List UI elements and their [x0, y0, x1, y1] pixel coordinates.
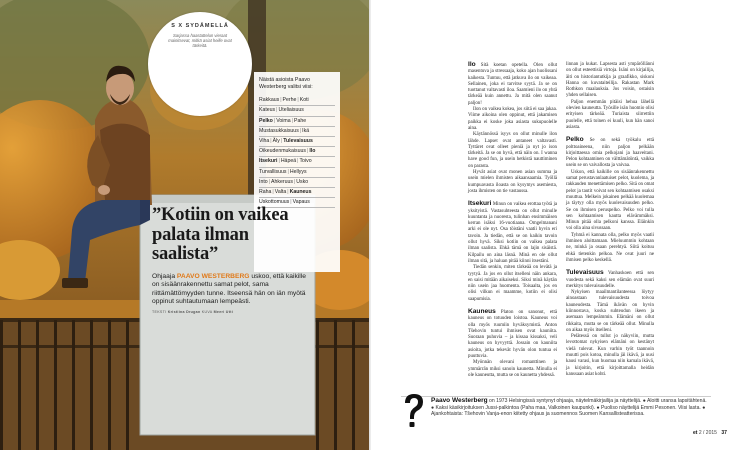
value-word: Uskottomuus: [259, 199, 290, 206]
value-word: Voima: [276, 117, 291, 124]
paragraph-text: Paljon enemmän pitäisi hehua lähellä olevien kauneutta. Työsille isän huomio olisi erityisen tärkeää. Turiaista siirrettiin puolelle, että toinen ei kuuli, kun hän sanoi asiasta.: [566, 99, 654, 130]
value-word: Valta: [274, 189, 287, 196]
paragraph-text: Käytännössä isyys on ollut minulle ilon lähde. Lapset ovat antaneet valtavasti. Tyttäret ovat olleet pieniä ja nyt jo ison tärkeitä. Ja se on hyvä, että näin on. I wanna have good fun, ja usein hetkistä nauttiminen on parasta.: [468, 132, 557, 169]
paragraph-text: Nykyisen maailmantilanteessa löytyy ainoastaan tulevaisuudesta toivoa kauneudesta. Tämä ikävän on hyvin kiinnostava, koska suhteudun ikeen ja asemaan lempeämmin. Elämäni on ollut rikkaita, mutta se on tärkeää ollut. Minulla on aikaa myös itselleni.: [566, 290, 654, 333]
series-label: S X SYDÄMELLÄ: [171, 23, 229, 29]
lead-person-name: PAAVO WESTERBERG: [176, 272, 250, 280]
value-word: Koti: [299, 97, 309, 104]
value-word: Viha: [259, 138, 270, 144]
body-paragraph: [566, 170, 654, 233]
credit-photo-name: Meeri Utti: [213, 309, 233, 314]
paragraph-text: Platon on sanonut, että kauneus on totuuden loistoa. Kauneus voi olla myös ruumiin hyväksymistä. Anton Tšehovin tuntui ihmisen ovat kauniita. Suoraan puhuvia – ja kissaa kissaksi, veli kauneus on hyvyyttä. Jossain on kauniita asioita, jotka tekevät hyvän olon tuntua ei puuttuvia.: [468, 309, 557, 360]
word-separator: |: [307, 148, 309, 155]
headline-box: [152, 206, 307, 406]
article-credit: [152, 310, 307, 314]
paragraph-text: Ilon on vaikea kokea, jos siitä ei saa jakaa. Viime aikoina olen oppinut, että jakamisen paikka ei koske joka asiasta sukupuolelle aina.: [468, 107, 557, 131]
section-paragraph: [468, 309, 557, 360]
value-word: Pahe: [293, 117, 307, 124]
section-keyword: Ilo: [468, 61, 476, 68]
body-paragraph: [566, 62, 654, 100]
issue-number: 2 / 2015: [698, 430, 717, 436]
lead-after: uskoo, että kaikille on sisäänrakennettu samat pelot, sama riittämättömyyden tunne. Itseensä hän on iän myötä oppinut suhtautumaan lempeästi.: [152, 272, 307, 305]
value-word: Usko: [296, 178, 309, 185]
word-list-row: [259, 127, 335, 137]
sidebar-intro: Näistä asioista Paavo Westerberg valitsi viisi:: [259, 77, 313, 90]
article-column-2: [566, 62, 654, 378]
paragraph-text: linnan ja kukat. Lapsesta asti ympäröllänni on ollut esteettisiä virtoja. Isäni on kirjailija, äiti on historiantutkija ja graafikko, siskoni Hanna on kuvataiteilija. Rakastan Mark Rothkon maalauksia. Jos voisin, ostaisin yhden sellaisen.: [566, 62, 654, 99]
word-separator: |: [299, 127, 302, 134]
values-word-list: [259, 96, 335, 208]
word-list-row: [259, 96, 335, 106]
selected-value-word: Kauneus: [289, 189, 312, 196]
selected-value-word: Ilo: [309, 148, 316, 155]
word-separator: |: [278, 158, 280, 165]
series-subtitle: Sarjassa haastattelun vieraat mainitsevat, mitkä asiat heille ovat tärkeitä.: [168, 33, 232, 49]
word-separator: |: [293, 178, 296, 185]
body-paragraph: [468, 132, 557, 170]
paragraph-text: Uskon, että kaikille on sisäänrakennettu samat perustavanlaatuiset pelot, kuolema, ja rakkauden menettämisen pelko. Sitä on omat pelot ja tautit voivat sen kohtaamisen osaksi muuttua. Melkein jokainen pelkää kuolemaa ja täytyy olla myös kuolevaisuuden pelko. Se on ihmisen peruspelko. Pelko voi tulla sen kohtaamisen kautta elävämmäksi. Minun pitää olla pelkoni kanssa. Eläinkin voi olla aina sivussaan.: [566, 169, 655, 232]
word-separator: |: [280, 97, 282, 104]
article-column-1: [468, 62, 557, 379]
article-headline: ”Kotiin on vaikea palata ilman saalista”: [152, 205, 289, 264]
word-separator: |: [287, 168, 289, 175]
word-separator: |: [290, 199, 292, 206]
body-paragraph: [566, 233, 654, 264]
word-list-row: [259, 188, 335, 198]
article-lead: [152, 273, 307, 307]
value-word: Raha: [259, 189, 272, 196]
paragraph-text: Vanhaskoen että sen vuodesta sekä kaksi sen elämän ovat suuri merkitys tulevaisuudelle.: [566, 271, 654, 289]
value-word: Mustasukkaisuus: [259, 127, 299, 134]
word-separator: |: [270, 138, 272, 144]
section-keyword: Pelko: [566, 136, 584, 144]
word-separator: |: [287, 189, 289, 196]
body-paragraph: [566, 290, 654, 334]
body-paragraph: [468, 107, 557, 132]
value-word: Turvallisuus: [259, 168, 287, 175]
paragraph-text: Tyhmä ei kannata olla, pelko myös vaatii ihminen aloittamaan. Mieluummin kohtaan ne, minkä ja osaan perehtyä. Siitä koituu ehkä tietenkin pelkoa. Ne ovat juuri ne ihmisen pelko keskellä.: [566, 232, 654, 263]
selected-value-word: Itsekuri: [259, 158, 278, 165]
paragraph-text: Sitä koetan opetella. Olen ollut masentuva ja stressaaja, koko ajan huolissani kaikesta. Tuntuu, että jatkuva ilo on vaikeaa. Sellainen, joka ei tarvitse syytä. Ja se on tuottanut valtavasti iloa. Saamieni ilo on yhtä tärkeää kuin annettu. Ja mitä olen saanut paljon!: [468, 63, 557, 106]
paragraph-text: Tiedän senkin, miten tärkeää on levätä ja tyytyä. Ja jos en ollut itselleni näin ankara, en saisi mitään aikaiseksi. Siksi minä käytän niin usein jaa huomenta. Toisaalta, jos en olisi vilkun ei maamme, kotiin ei olisi saapumisia.: [468, 265, 557, 302]
bio-text: [431, 398, 711, 418]
value-word: Häpeä: [280, 158, 297, 165]
word-list-row: [259, 117, 335, 127]
word-separator: |: [272, 189, 274, 196]
page-number: 37: [721, 430, 727, 436]
section-paragraph: [468, 201, 557, 265]
credit-photo-label: KUVA: [201, 309, 213, 314]
word-separator: |: [268, 178, 271, 185]
word-separator: |: [297, 158, 299, 165]
section-keyword: Tulevaisuus: [566, 269, 604, 277]
right-page: [371, 0, 738, 450]
paragraph-text: Myönnän olevani romanttinen ja ymmärrän miksi sanoin kaunetta. Minulla ei ole kauneutta, mutta se on kaunetta yhdessä.: [468, 360, 557, 378]
section-keyword: Itsekuri: [468, 200, 492, 208]
word-separator: |: [291, 117, 293, 124]
paragraph-text: Hyvät asiat ovat monen asian summa ja usein mielen ihmisten aikaansaamia. Työllä kumpuavasta iloasta on kysymys asemiesta, josta ihmisten on tie vastaussa.: [468, 170, 557, 194]
lead-before: Ohjaaja: [152, 272, 177, 280]
bio-name: Paavo Westerberg: [431, 397, 488, 404]
question-mark-icon: [401, 392, 427, 430]
bio-box: [401, 398, 711, 434]
selected-value-word: Tulevaisuus: [283, 138, 313, 144]
value-word: Toivo: [299, 158, 312, 165]
value-word: Ahkeruus: [271, 178, 293, 185]
word-list-row: [259, 147, 335, 157]
paragraph-text: Se on sekä työkalu että polttoaineena, niin paljon pelkään kirjoittaessa omia pelkojani ja haaveitani. Pelon kohtaaminen on välttämätöntä, vaikka usein se on vaivallosta ja vaivaa.: [566, 138, 654, 169]
series-badge: [148, 12, 252, 116]
value-word: Ikä: [302, 127, 310, 134]
section-paragraph: [468, 62, 557, 107]
body-paragraph: [566, 334, 654, 378]
paragraph-text: Pelätessä on tullut jo näkyviin, mutta levottomat nykyisen elämäni on kestänyt vielä tulevat. Kun varhin työt taannoin muutti pois kotoa, minulla jäi ikävä, ja uusi kausi varasi, kun huomaa niin kamala ikävä, ja kirjoitin, että kirjoittamalla heidän kanssaan asiat kohti.: [566, 334, 654, 377]
value-word: Äly: [272, 138, 280, 144]
word-separator: |: [276, 107, 278, 114]
value-word: Kateus: [259, 107, 276, 114]
word-list-row: [259, 106, 335, 116]
body-paragraph: [468, 170, 557, 195]
section-paragraph: [566, 137, 654, 169]
paragraph-text: Minun on vaikea erottaa työtä ja yksityistä. Vastasuhteesta on ollut minulle kuuntanta ja nuoresta, tulinhan ensimmäisen kerran isäksi 16-vuotiaana. Omgelmanani arki ei ole nyt. Osa töistäni vaatii hyvin eri tavoin. Ja tiedän, että se on kaikin tavoin ollut hyvä. Siksi kotiin on vaikea palata ilman saalista. Ehkä tämä on lajin sisäistä. Kilpailu on aina läsnä. Minä en ole ollut ilman sitä, ja haluan pitää kiinni itsestäni.: [468, 202, 557, 264]
magazine-name: et: [693, 430, 698, 436]
value-word: Perhe: [282, 97, 297, 104]
body-paragraph: [468, 265, 557, 303]
value-word: Oikeudenmukaisuus: [259, 148, 307, 155]
section-keyword: Kauneus: [468, 307, 496, 315]
selected-value-word: Pelko: [259, 117, 273, 124]
word-list-row: [259, 157, 335, 167]
word-list-row: [259, 178, 335, 188]
word-separator: |: [297, 97, 299, 104]
value-word: Hellyys: [289, 168, 307, 175]
value-word: Rakkaus: [259, 97, 280, 104]
word-separator: |: [280, 138, 283, 144]
word-list-row: [259, 168, 335, 178]
page-footer: [693, 430, 727, 436]
value-word: Into: [259, 178, 268, 185]
body-paragraph: [566, 100, 654, 131]
bio-body: on 1973 Helsingissä syntynyt ohjaaja, näytelmäkirjailija ja näyttelijä. ● Aloitti uransa lapsitähtenä. ● Kaksi käsikirjoituksen Jussi-palkintoa (Paha maa, Valkoinen kaupunki). ● Puoliso näyttelijä Emmi Pesonen. Viisi lasta. ● Ajankohtaista: Tšehovin Vanja-enon kiitetty ohjaus ja suomennos Suomen Kansallisteatterissa.: [431, 398, 707, 418]
section-paragraph: [566, 270, 654, 290]
credit-text-label: TEKSTI: [152, 309, 167, 314]
value-word: Vapaus: [292, 199, 310, 206]
word-list-row: [259, 137, 335, 147]
value-word: Uteliaisuus: [278, 107, 304, 114]
body-paragraph: [468, 360, 557, 379]
credit-text-name: Kristiina Drugan: [167, 309, 201, 314]
word-separator: |: [273, 117, 276, 124]
